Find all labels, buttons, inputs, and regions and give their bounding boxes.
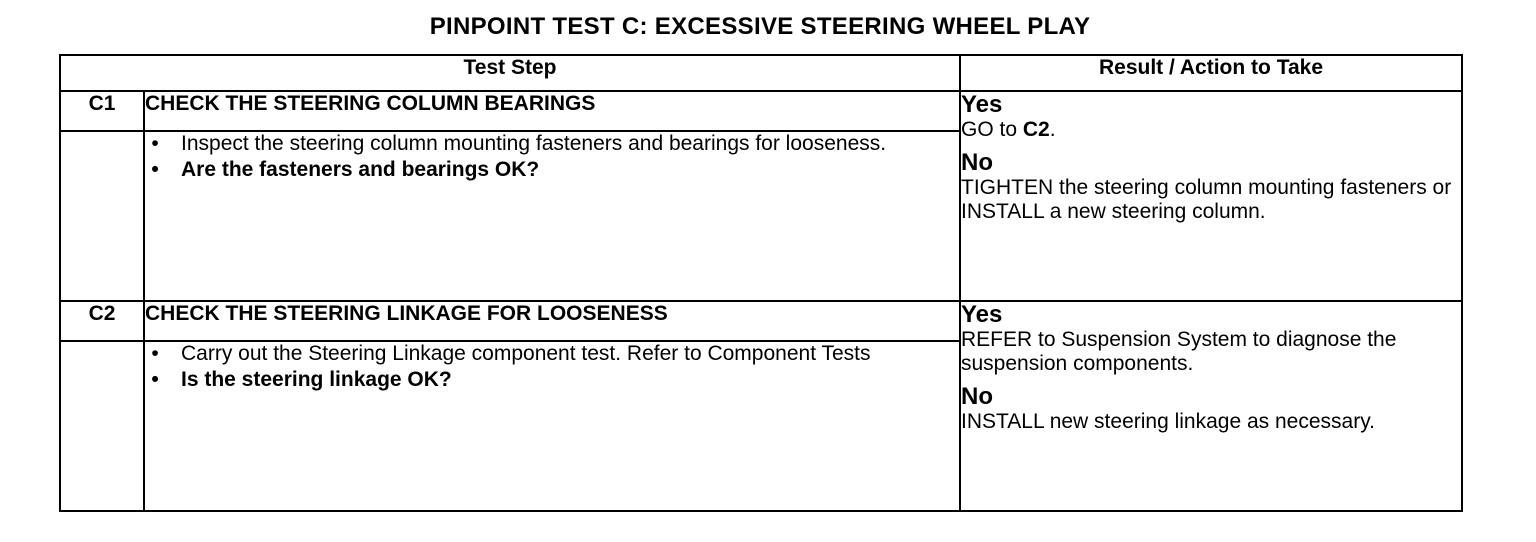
list-item — [145, 132, 959, 156]
bullet-text: Carry out the Steering Linkage component test. Refer to Component Tests — [181, 342, 871, 365]
result-no-text: TIGHTEN the steering column mounting fasteners or INSTALL a new steering column. — [961, 176, 1452, 223]
yes-suffix: . — [1049, 118, 1056, 141]
bullet-icon: • — [151, 368, 159, 391]
header-row — [60, 55, 1462, 91]
page-title: PINPOINT TEST C: EXCESSIVE STEERING WHEEL PLAY — [429, 13, 1091, 40]
result-yes-label: Yes — [961, 91, 1003, 118]
step-title: CHECK THE STEERING LINKAGE FOR LOOSENESS — [144, 301, 960, 341]
bullet-text: Are the fasteners and bearings OK? — [181, 158, 540, 181]
bullet-text: Is the steering linkage OK? — [181, 368, 452, 391]
step-bullet-list — [145, 342, 959, 392]
yes-prefix: GO to — [961, 118, 1023, 141]
result-no-label: No — [961, 149, 993, 176]
header-result-action: Result / Action to Take — [960, 55, 1462, 91]
header-test-step: Test Step — [60, 55, 960, 91]
bullet-icon: • — [151, 132, 159, 155]
result-yes-label: Yes — [961, 301, 1003, 328]
bullet-text: Inspect the steering column mounting fasteners and bearings for looseness. — [181, 132, 887, 155]
list-item — [145, 342, 959, 366]
result-no-text: INSTALL new steering linkage as necessary. — [961, 410, 1375, 433]
result-no-label: No — [961, 383, 993, 410]
list-item — [145, 368, 959, 392]
step-title: CHECK THE STEERING COLUMN BEARINGS — [144, 91, 960, 131]
result-yes-text — [961, 118, 1461, 142]
yes-target-step: C2 — [1022, 118, 1050, 141]
step-row-c1-title — [60, 91, 1462, 131]
result-cell-c1 — [960, 91, 1462, 301]
step-id-spacer — [60, 131, 144, 301]
result-cell-c2 — [960, 301, 1462, 511]
list-item — [145, 158, 959, 182]
step-row-c2-title — [60, 301, 1462, 341]
bullet-icon: • — [151, 158, 159, 181]
step-id: C1 — [60, 91, 144, 131]
step-id: C2 — [60, 301, 144, 341]
pinpoint-test-table — [59, 54, 1463, 512]
step-id-spacer — [60, 341, 144, 511]
step-body — [144, 341, 960, 511]
step-bullet-list — [145, 132, 959, 182]
result-yes-text: REFER to Suspension System to diagnose the suspension components. — [961, 328, 1397, 375]
bullet-icon: • — [151, 342, 159, 365]
step-body — [144, 131, 960, 301]
